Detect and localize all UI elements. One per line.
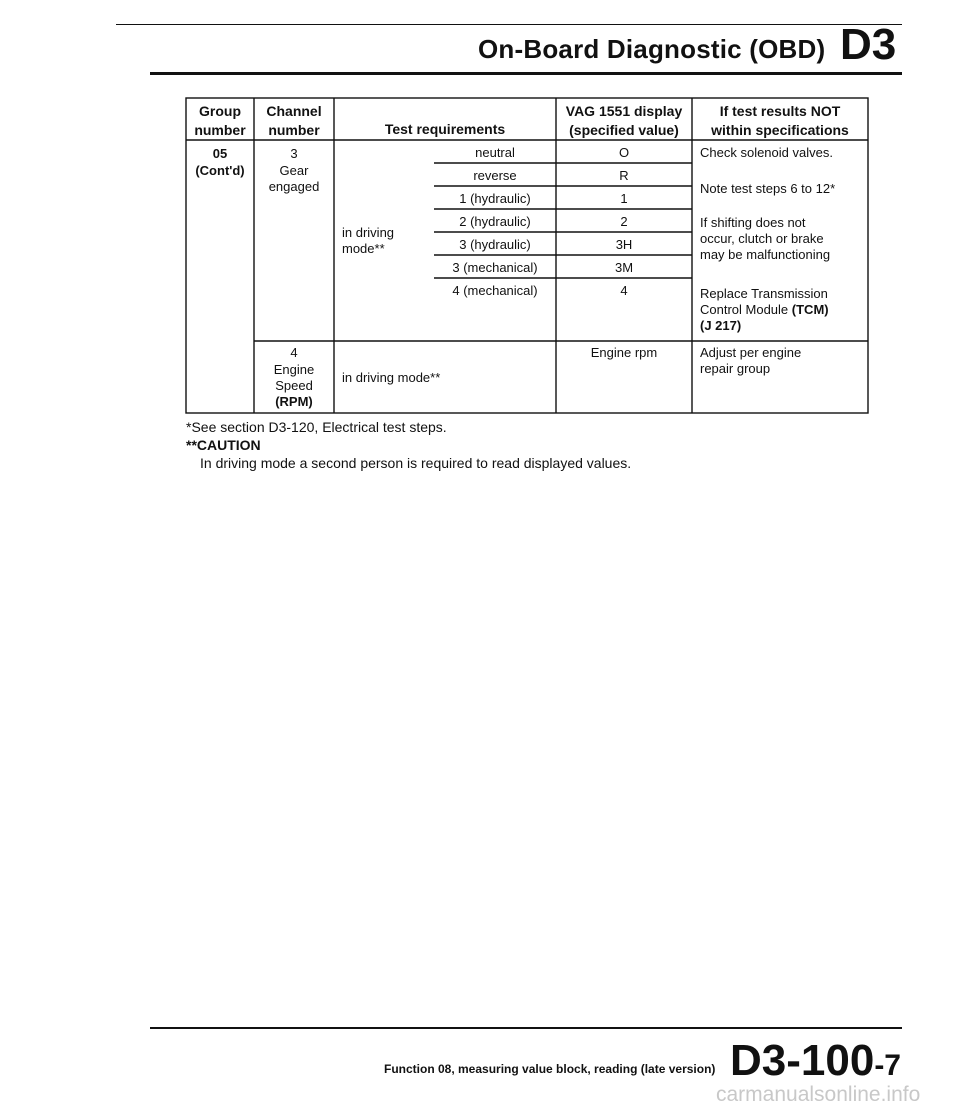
row2-requirement: in driving mode** <box>342 370 441 385</box>
channel-name: Gear engaged <box>268 163 320 194</box>
condition-value: 3M <box>614 260 634 275</box>
condition-value: 1 <box>620 191 628 206</box>
row2-remedy: Adjust per engine repair group <box>700 345 802 376</box>
row2-value: Engine rpm <box>590 345 658 360</box>
footer-function-text: Function 08, measuring value block, reading (late version) <box>384 1062 716 1076</box>
condition-value: 2 <box>620 214 628 229</box>
col-header-channel: Channel number <box>266 103 322 138</box>
caution-label: **CAUTION <box>186 437 261 453</box>
condition-value: R <box>619 168 629 183</box>
channel-number: 3 <box>290 146 298 161</box>
page-title: On-Board Diagnostic (OBD) <box>478 34 826 64</box>
col-header-test-requirements: Test requirements <box>384 121 506 137</box>
condition-requirement: 3 (hydraulic) <box>459 237 531 252</box>
condition-requirement: 3 (mechanical) <box>452 260 538 275</box>
col-header-display: VAG 1551 display (specified value) <box>565 103 683 138</box>
condition-value: 3H <box>615 237 633 252</box>
remedy-shifting: If shifting does not occur, clutch or brake may be malfunctioning <box>700 215 831 262</box>
footer-page-number: D3-100-7 <box>730 1036 901 1085</box>
condition-requirement: reverse <box>473 168 517 183</box>
note-see-section: *See section D3-120, Electrical test steps. <box>186 419 447 435</box>
section-code: D3 <box>840 20 897 69</box>
group-number: 05 <box>212 146 228 161</box>
condition-value: O <box>618 145 630 160</box>
channel-number: 4 <box>290 345 298 360</box>
footer-rule <box>150 1027 902 1029</box>
watermark: carmanualsonline.info <box>716 1083 921 1106</box>
remedy-check: Check solenoid valves. <box>700 145 833 160</box>
driving-mode-label: in driving mode** <box>342 225 395 256</box>
col-header-group: Group number <box>194 103 246 138</box>
condition-requirement: 4 (mechanical) <box>452 283 538 298</box>
condition-requirement: 1 (hydraulic) <box>459 191 531 206</box>
remedy-note: Note test steps 6 to 12* <box>700 181 836 196</box>
condition-requirement: 2 (hydraulic) <box>459 214 531 229</box>
caution-text: In driving mode a second person is required to read displayed values. <box>200 455 632 471</box>
channel-name: Engine Speed (RPM) <box>273 362 315 409</box>
col-header-if-not: If test results NOT within specifications <box>711 103 849 138</box>
remedy-replace: Replace Transmission Control Module (TCM) (J 217) <box>700 286 829 333</box>
condition-value: 4 <box>620 283 628 298</box>
group-note: (Cont'd) <box>195 163 245 178</box>
condition-requirement: neutral <box>475 145 515 160</box>
